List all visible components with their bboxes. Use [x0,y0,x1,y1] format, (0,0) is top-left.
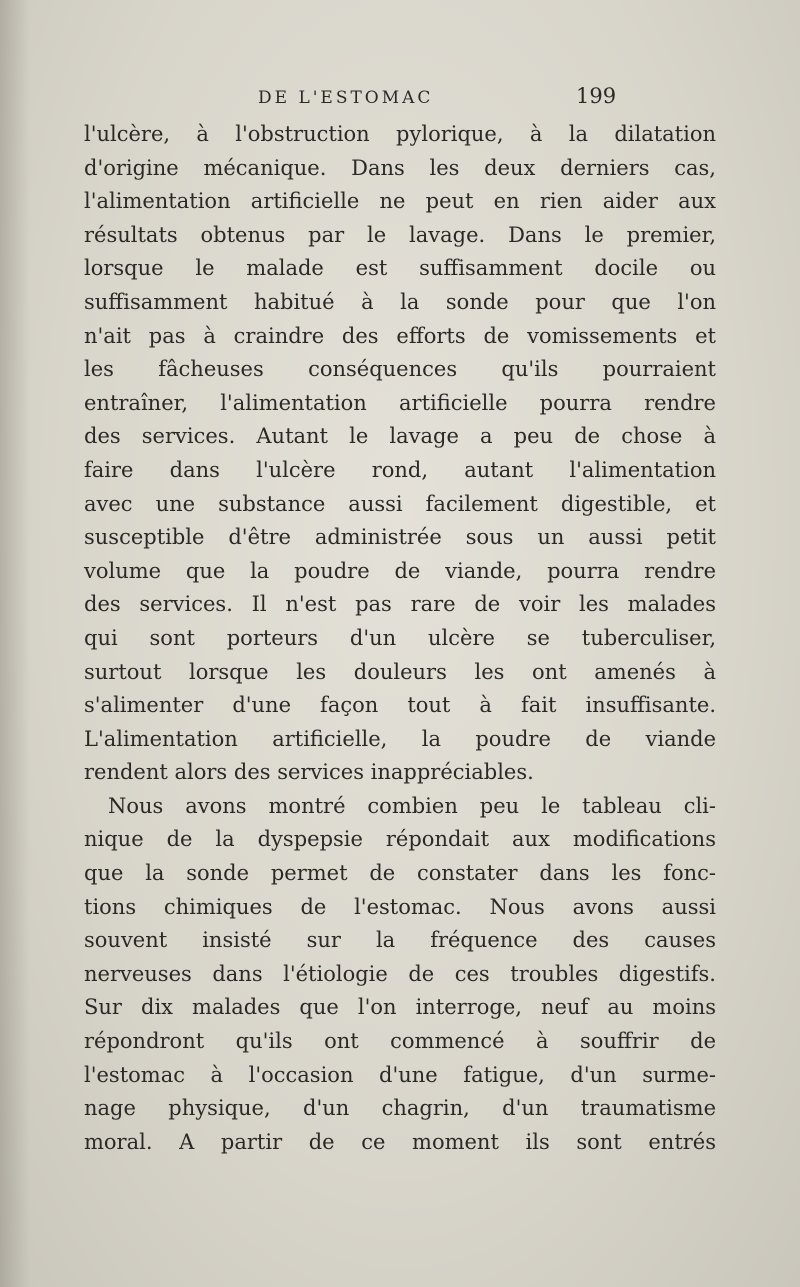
page-header [0,84,800,114]
text-line: des services. Autant le lavage a peu de chose à [84,424,716,449]
text-line: n'ait pas à craindre des efforts de vomissements et [84,323,716,348]
page-number: 199 [576,84,617,108]
text-line: Sur dix malades que l'on interroge, neuf au moins [84,995,716,1020]
body-text [84,118,716,1159]
text-line: rendent alors des services inappréciables. [84,760,534,785]
text-line: lorsque le malade est suffisamment docile ou [84,256,716,281]
running-head: DE L'ESTOMAC [258,88,434,108]
text-line: qui sont porteurs d'un ulcère se tuberculiser, [84,625,716,650]
text-line: nage physique, d'un chagrin, d'un traumatisme [84,1096,716,1121]
text-line: entraîner, l'alimentation artificielle pourra rendre [84,390,716,415]
text-line: L'alimentation artificielle, la poudre de viande [84,726,716,751]
text-line: tions chimiques de l'estomac. Nous avons aussi [84,894,716,919]
paragraph-first-line: Nous avons montré combien peu le tableau cli- [108,793,716,818]
text-line: que la sonde permet de constater dans les fonc- [84,861,716,886]
text-line: faire dans l'ulcère rond, autant l'alimentation [84,457,716,482]
text-line: avec une substance aussi facilement digestible, et [84,491,716,516]
text-line: moral. A partir de ce moment ils sont entrés [84,1129,716,1154]
text-line: des services. Il n'est pas rare de voir les malades [84,592,716,617]
text-line: nique de la dyspepsie répondait aux modifications [84,827,716,852]
text-line: l'alimentation artificielle ne peut en rien aider aux [84,189,716,214]
text-line: surtout lorsque les douleurs les ont amenés à [84,659,716,684]
text-line: souvent insisté sur la fréquence des causes [84,928,716,953]
text-line: volume que la poudre de viande, pourra rendre [84,558,716,583]
text-line: d'origine mécanique. Dans les deux derniers cas, [84,155,716,180]
text-line: susceptible d'être administrée sous un aussi petit [84,525,716,550]
text-line: nerveuses dans l'étiologie de ces troubles digestifs. [84,961,716,986]
text-line: les fâcheuses conséquences qu'ils pourraient [84,357,716,382]
text-line: l'ulcère, à l'obstruction pylorique, à la dilatation [84,122,716,146]
text-line: suffisamment habitué à la sonde pour que l'on [84,289,716,314]
text-line: résultats obtenus par le lavage. Dans le premier, [84,222,716,247]
text-line: s'alimenter d'une façon tout à fait insuffisante. [84,693,716,718]
text-line: l'estomac à l'occasion d'une fatigue, d'un surme- [84,1062,716,1087]
text-line: répondront qu'ils ont commencé à souffrir de [84,1029,716,1054]
